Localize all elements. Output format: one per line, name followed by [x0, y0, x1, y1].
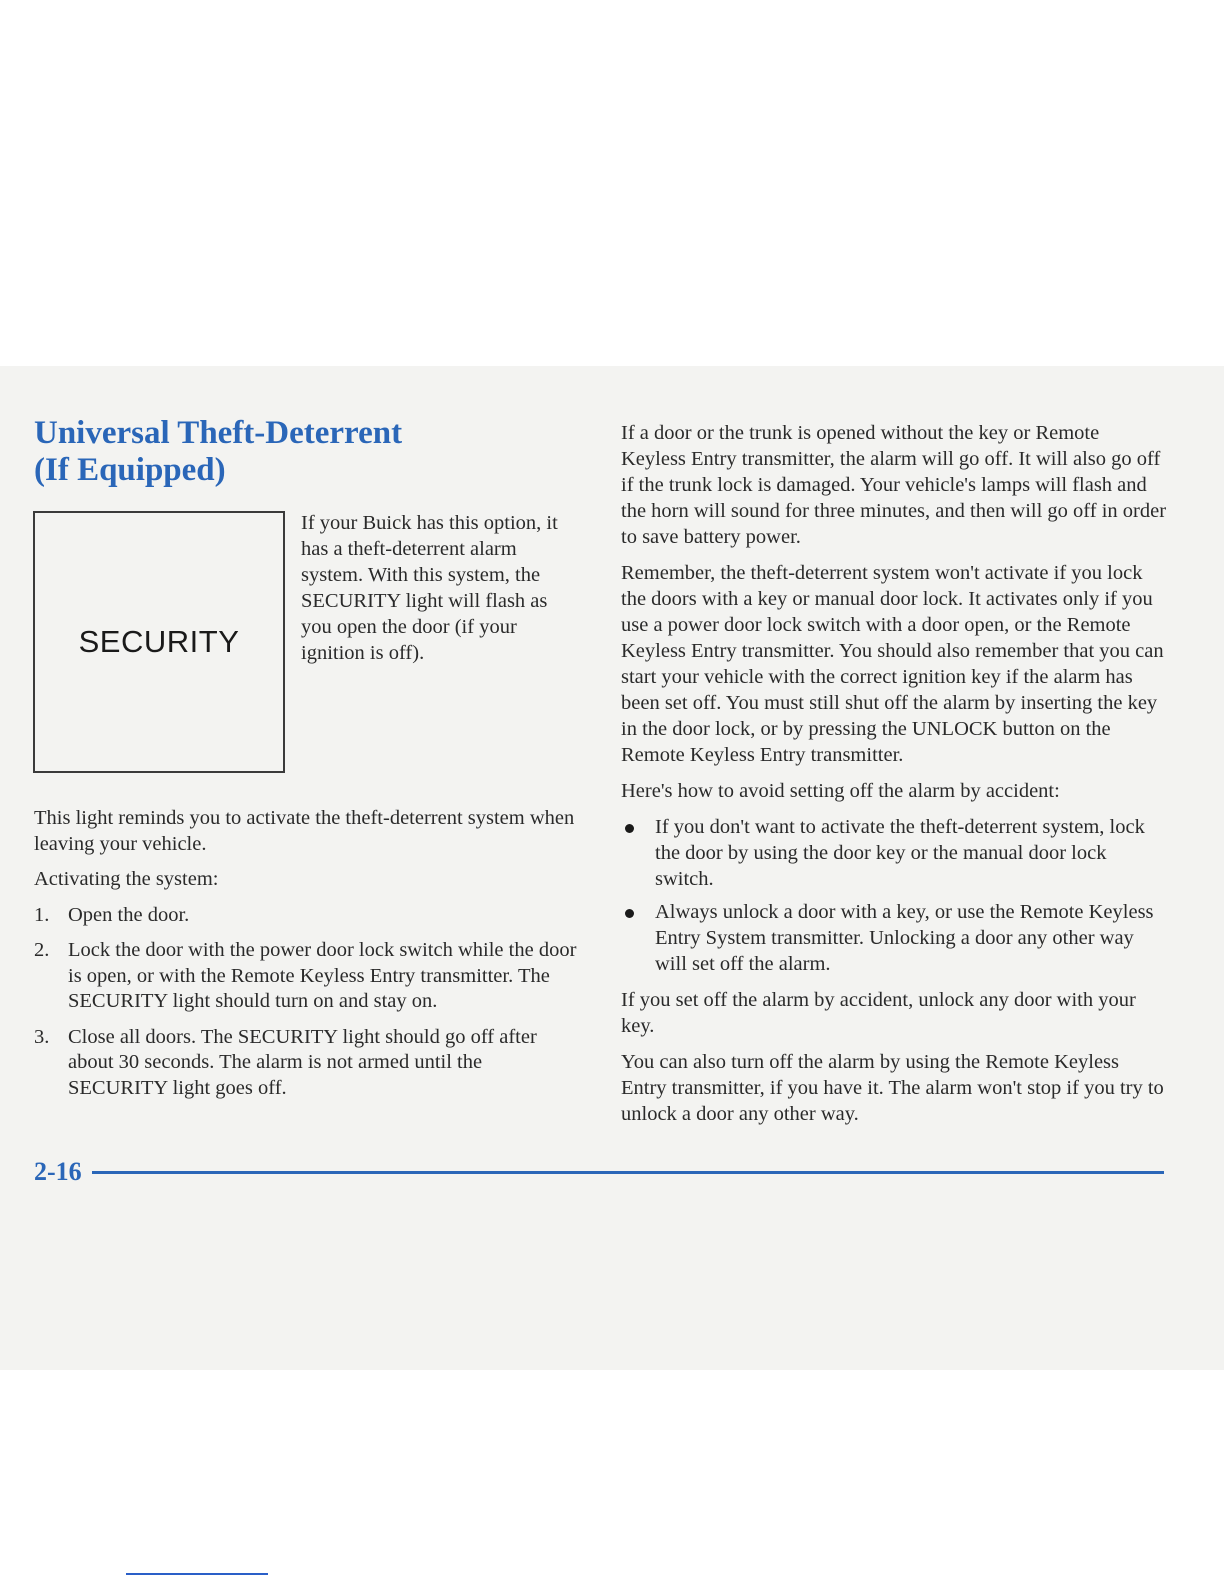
bullet-item: [621, 899, 1169, 977]
step-number: 2.: [34, 939, 50, 961]
step-text: Close all doors. The SECURITY light should go off after about 30 seconds. The alarm is not armed until the SECURITY light goes off.: [68, 1025, 537, 1099]
bullet-text: If you don't want to activate the theft-deterrent system, lock the door by using the door key or the manual door lock switch.: [655, 816, 1145, 890]
step-item: [34, 903, 580, 929]
heading-line-2: (If Equipped): [34, 452, 226, 488]
intro-paragraph: If your Buick has this option, it has a theft-deterrent alarm system. With this system, the SECURITY light will flash as you open the door (if your ignition is off).: [301, 512, 558, 664]
step-text: Lock the door with the power door lock switch while the door is open, or with the Remote Keyless Entry transmitter. The SECURITY light should turn on and stay on.: [68, 939, 577, 1012]
accident-paragraph: If you set off the alarm by accident, unlock any door with your key.: [621, 989, 1136, 1037]
activating-label: Activating the system:: [34, 868, 219, 890]
reminder-paragraph: This light reminds you to activate the theft-deterrent system when leaving your vehicle.: [34, 807, 575, 855]
heading-line-1: Universal Theft-Deterrent: [34, 415, 403, 451]
bullet-item: [621, 814, 1169, 892]
bullet-icon: [625, 824, 634, 833]
footer-rule: [92, 1171, 1164, 1174]
page-footer: [34, 1155, 1164, 1189]
step-item: [34, 1025, 580, 1102]
page-number: 2-16: [34, 1157, 82, 1186]
left-column: [34, 806, 580, 1111]
bottom-divider: [126, 1573, 268, 1575]
right-column: [621, 420, 1169, 1137]
step-text: Open the door.: [68, 903, 190, 926]
step-item: [34, 938, 580, 1015]
remember-paragraph: Remember, the theft-deterrent system won't activate if you lock the doors with a key or manual door lock. It activates only if you use a power door lock switch with a door open, or the Remote Keyless Entry transmitter. You should also remember that you can start your vehicle with the correct ignition key if the alarm has been set off. You must still shut off the alarm by inserting the key in the door lock, or by pressing the UNLOCK button on the Remote Keyless Entry transmitter.: [621, 562, 1164, 766]
alarm-trigger-paragraph: If a door or the trunk is opened without the key or Remote Keyless Entry transmitter, the alarm will go off. It will also go off if the trunk lock is damaged. Your vehicle's lamps will flash and the horn will sound for three minutes, and then will go off in order to save battery power.: [621, 422, 1167, 548]
step-number: 3.: [34, 1025, 50, 1048]
bullet-text: Always unlock a door with a key, or use the Remote Keyless Entry System transmitter. Unlocking a door any other way will set off the alarm.: [655, 901, 1154, 975]
bullet-icon: [625, 909, 634, 918]
turn-off-paragraph: You can also turn off the alarm by using the Remote Keyless Entry transmitter, if you have it. The alarm won't stop if you try to unlock a door any other way.: [621, 1051, 1164, 1125]
activation-steps: [34, 903, 580, 1102]
step-number: 1.: [34, 903, 50, 926]
avoid-alarm-intro: Here's how to avoid setting off the alarm by accident:: [621, 780, 1060, 802]
security-light-illustration: [33, 511, 285, 773]
avoid-alarm-list: [621, 814, 1169, 977]
security-light-label: SECURITY: [78, 624, 240, 659]
section-heading: [34, 415, 594, 489]
